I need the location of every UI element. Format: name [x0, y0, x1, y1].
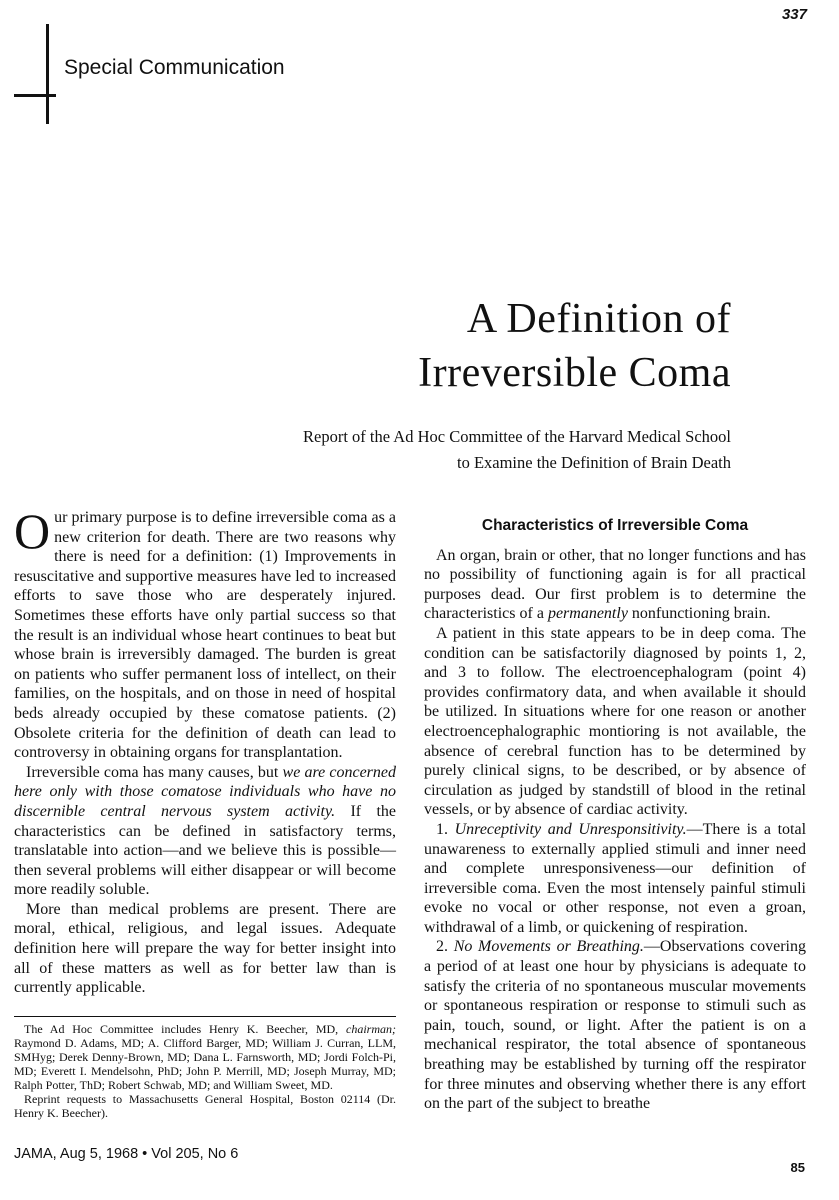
section-rule-vertical [46, 24, 49, 124]
criterion-2-text: —Observations covering a period of at least one hour by physicians is adequate to satisfy the criteria of no spontaneous muscular movements or spontaneous respiration or response to stimuli such as pain, touch, sound, or light. After the patient is on a mechanical respirator, the total absence of spontaneous breathing may be established by turning off the respirator for three minutes and observing whether there is any effort on the part of the subject to breathe [424, 938, 806, 1113]
criterion-1-number: 1. [436, 820, 455, 838]
subtitle-line-2: to Examine the Definition of Brain Death [456, 453, 731, 472]
paragraph-intro-text: ur primary purpose is to define irreversible coma as a new criterion for death. There are two reasons why there is need for a definition: (1) Improvements in resuscitative and supportive measures have led to increased efforts to save those who are desperately injured. Sometimes these efforts have only partial success so that the result is an individual whose heart continues to beat but whose brain is irreversibly damaged. The burden is great on patients who suffer permanent loss of intellect, on their families, on the hospitals, and on those in need of hospital beds already occupied by these comatose patients. (2) Obsolete criteria for the definition of death can lead to controversy in obtaining organs for transplantation. [14, 509, 396, 762]
page-number-top: 337 [781, 6, 807, 23]
right-column [424, 516, 806, 1114]
footnote-reprint: Reprint requests to Massachusetts General Hospital, Boston 02114 (Dr. Henry K. Beecher). [14, 1092, 396, 1120]
section-rule-horizontal [14, 94, 56, 97]
paragraph-criterion-1 [424, 820, 806, 938]
footnote-committee-start: The Ad Hoc Committee includes Henry K. Beecher, MD, [24, 1022, 346, 1036]
article-subtitle [303, 424, 731, 476]
footnote-divider [14, 1016, 396, 1017]
paragraph-causes-end: If the characteristics can be defined in satisfactory terms, translatable into action—and we believe this is possible—then several problems will either disappear or will become more readily soluble. [14, 802, 396, 899]
paragraph-characteristics-emphasis: permanently [547, 605, 628, 623]
paragraph-causes-emphasis: we are concerned here only with those comatose individuals who have no discernible central nervous system activity. [14, 763, 397, 820]
footnote-committee [14, 1022, 396, 1092]
footnote [14, 1022, 396, 1120]
title-line-1: A Definition of [466, 296, 731, 342]
paragraph-characteristics [424, 546, 806, 624]
journal-citation: JAMA, Aug 5, 1968 • Vol 205, No 6 [14, 1146, 239, 1162]
section-heading: Characteristics of Irreversible Coma [481, 517, 749, 534]
paragraph-intro [14, 503, 396, 763]
criterion-2-number: 2. [436, 938, 454, 956]
subtitle-line-1: Report of the Ad Hoc Committee of the Harvard Medical School [303, 427, 731, 446]
drop-cap: O [14, 503, 51, 559]
criterion-2-title: No Movements or Breathing. [453, 938, 644, 956]
criterion-1-title: Unreceptivity and Unresponsitivity. [454, 820, 687, 838]
criterion-1-text: —There is a total unawareness to externally applied stimuli and inner need and complete unresponsiveness—our definition of irreversible coma. Even the most intensely painful stimuli evoke no vocal or other response, not even a groan, withdrawal of a limb, or quickening of respiration. [424, 820, 807, 936]
left-column [14, 503, 397, 998]
paragraph-characteristics-start: An organ, brain or other, that no longer functions and has no possibility of functioning again is for all practical purposes dead. Our first problem is to determine the characteristics of a [424, 546, 806, 623]
footnote-committee-emphasis: chairman; [346, 1022, 396, 1036]
footnote-committee-end: Raymond D. Adams, MD; A. Clifford Barger, MD; William J. Curran, LLM, SMHyg; Derek Denny-Brown, MD; Dana L. Farnsworth, MD; Jordi Folch-Pi, MD; Everett I. Mendelsohn, PhD; John P. Merrill, MD; Joseph Murray, MD; Ralph Potter, ThD; Robert Schwab, MD; and William Sweet, MD. [14, 1036, 396, 1092]
section-label: Special Communication [64, 56, 285, 79]
paragraph-causes [14, 763, 396, 900]
paragraph-causes-start: Irreversible coma has many causes, but [26, 763, 283, 781]
paragraph-criterion-2 [424, 937, 806, 1113]
paragraph-issues: More than medical problems are present. There are moral, ethical, religious, and legal issues. Adequate definition here will prepare the way for better insight into all of these matters as well as for better law than is currently applicable. [14, 900, 396, 997]
paragraph-characteristics-end: nonfunctioning brain. [627, 605, 771, 623]
title-line-2: Irreversible Coma [418, 350, 731, 396]
page-number-bottom: 85 [790, 1160, 805, 1175]
paragraph-patient-state: A patient in this state appears to be in deep coma. The condition can be satisfactorily diagnosed by points 1, 2, and 3 to follow. The electroencephalogram (point 4) provides confirmatory data, and when available it should be utilized. In situations where for one reason or another electroencephalographic montioring is not available, the absence of cerebral function has to be determined by purely clinical signs, to be described, or by absence of circulation as judged by standstill of blood in the retinal vessels, or by absence of cardiac activity. [424, 624, 806, 819]
article-title [418, 292, 731, 400]
